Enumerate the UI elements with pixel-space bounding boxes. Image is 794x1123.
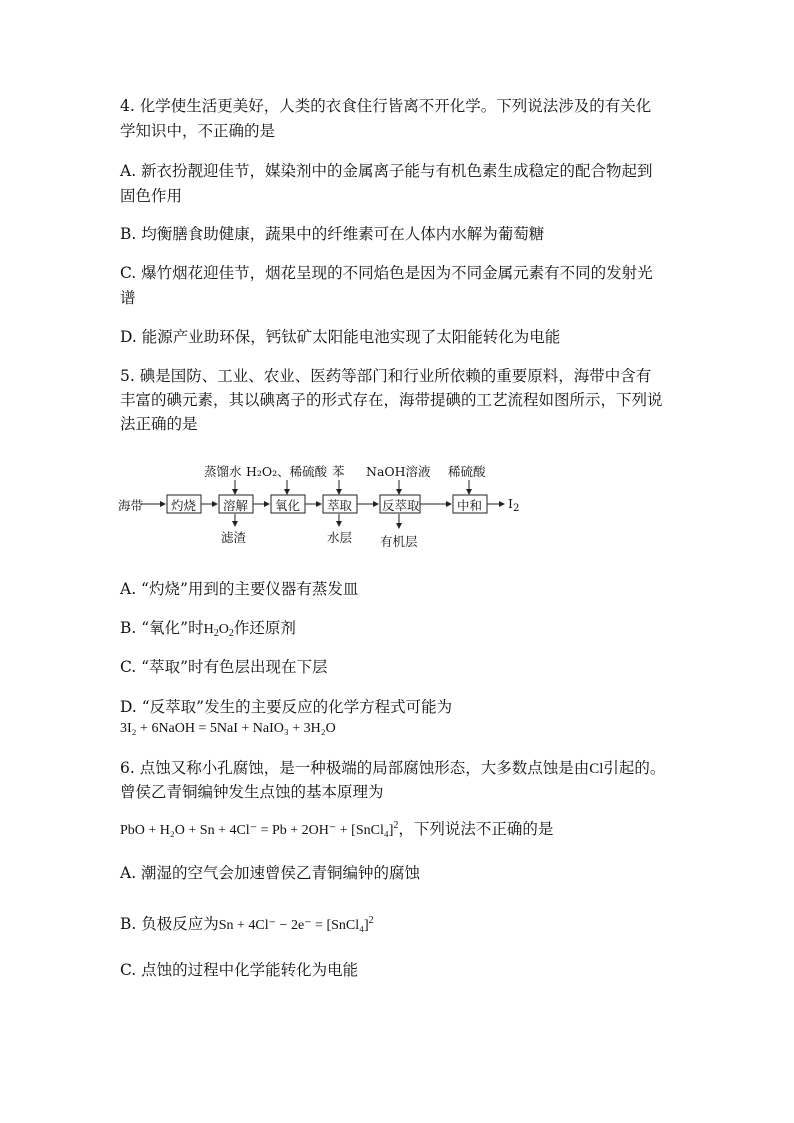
q5-option-d-line1: D. “反萃取”发生的主要反应的化学方程式可能为 (120, 698, 453, 716)
q6-option-b-equation-body: Sn + 4Cl⁻ − 2e⁻ = [SnCl₄] (218, 918, 369, 933)
h-symbol: H (203, 622, 214, 637)
flow-input-distilled-water: 蒸馏水 (204, 464, 242, 479)
q5-option-d-equation: 3I₂ + 6NaOH = 5NaI + NaIO₃ + 3H₂O (120, 721, 336, 736)
flow-input-dilute-acid: 稀硫酸 (448, 464, 486, 479)
q6-equation-tail: ，下列说法不正确的是 (398, 820, 554, 838)
flow-output-residue: 滤渣 (221, 530, 247, 545)
o-subscript: 2 (228, 628, 234, 639)
q6-equation (120, 820, 399, 838)
q6-equation-charge: 2 (393, 820, 399, 831)
q4-option-c-line1: C. 爆竹烟花迎佳节，烟花呈现的不同焰色是因为不同金属元素有不同的发射光 (120, 264, 653, 282)
q6-option-b (120, 910, 374, 937)
chloride-ion: Cl (589, 761, 604, 777)
flow-input-naoh: NaOH溶液 (366, 464, 431, 479)
q5-option-b-h2o2 (204, 622, 234, 637)
q4-option-d: D. 能源产业助环保，钙钛矿太阳能电池实现了太阳能转化为电能 (120, 328, 561, 346)
q4-option-c-line2: 谱 (120, 289, 136, 307)
o-symbol: O (218, 622, 229, 637)
q4-stem-line1: 4. 化学使生活更美好，人类的衣食住行皆离不开化学。下列说法涉及的有关化 (120, 97, 652, 115)
h-subscript: 2 (213, 628, 219, 639)
q5-option-a: A. “灼烧”用到的主要仪器有蒸发皿 (120, 580, 359, 598)
q6-stem-prefix: 6. 点蚀又称小孔腐蚀，是一种极端的局部腐蚀形态，大多数点蚀是由 (120, 759, 590, 777)
q6-stem-line1 (120, 757, 665, 780)
q5-stem-line2: 丰富的碘元素，其以碘离子的形式存在，海带提碘的工艺流程如图所示，下列说 (120, 391, 663, 409)
q5-option-b-prefix: B. “氧化”时 (120, 619, 204, 637)
q4-option-b: B. 均衡膳食助健康，蔬果中的纤维素可在人体内水解为葡萄糖 (120, 225, 545, 243)
flow-end-iodine (508, 496, 519, 514)
q4-option-a-line2: 固色作用 (120, 187, 183, 205)
flow-step-back-extract: 反萃取 (382, 498, 420, 513)
flow-step-neutralize: 中和 (457, 498, 483, 513)
flow-input-benzene: 苯 (332, 464, 345, 479)
flow-input-h2o2-acid: H₂O₂、稀硫酸 (246, 464, 328, 479)
q5-stem-line3: 法正确的是 (120, 415, 198, 433)
q4-option-a-line1: A. 新衣扮靓迎佳节，媒染剂中的金属离子能与有机色素生成稳定的配合物起到 (120, 162, 653, 180)
q6-equation-body: PbO + H₂O + Sn + 4Cl⁻ = Pb + 2OH⁻ + [SnCl₄] (120, 823, 394, 838)
q6-option-a: A. 潮湿的空气会加速曾侯乙青铜编钟的腐蚀 (120, 864, 421, 882)
q6-equation-line (120, 815, 553, 842)
q6-option-b-prefix: B. 负极反应为 (120, 915, 219, 933)
flow-end-symbol: I (508, 496, 513, 511)
flow-step-extract: 萃取 (327, 498, 353, 513)
q6-stem-line2: 曾侯乙青铜编钟发生点蚀的基本原理为 (120, 783, 384, 801)
q4-stem-line2: 学知识中，不正确的是 (120, 122, 276, 140)
flow-step-dissolve: 溶解 (223, 498, 249, 513)
iodine-process-flowchart (118, 458, 528, 558)
q5-option-b (120, 617, 296, 645)
q6-option-c: C. 点蚀的过程中化学能转化为电能 (120, 961, 359, 979)
flow-end-subscript: 2 (512, 503, 520, 514)
flow-step-burn: 灼烧 (171, 498, 197, 513)
flow-output-water-layer: 水层 (327, 530, 353, 545)
q6-option-b-charge: 2 (368, 915, 374, 926)
flow-step-oxidize: 氧化 (275, 498, 301, 513)
q5-option-c: C. “萃取”时有色层出现在下层 (120, 658, 328, 676)
q5-option-b-suffix: 作还原剂 (233, 619, 296, 637)
flow-output-organic-layer: 有机层 (380, 534, 418, 549)
flow-start-seaweed: 海带 (118, 498, 144, 513)
q6-stem-suffix: 引起的。 (603, 759, 666, 777)
q6-option-b-equation (218, 915, 374, 933)
q5-stem-line1: 5. 碘是国防、工业、农业、医药等部门和行业所依赖的重要原料，海带中含有 (120, 367, 652, 385)
